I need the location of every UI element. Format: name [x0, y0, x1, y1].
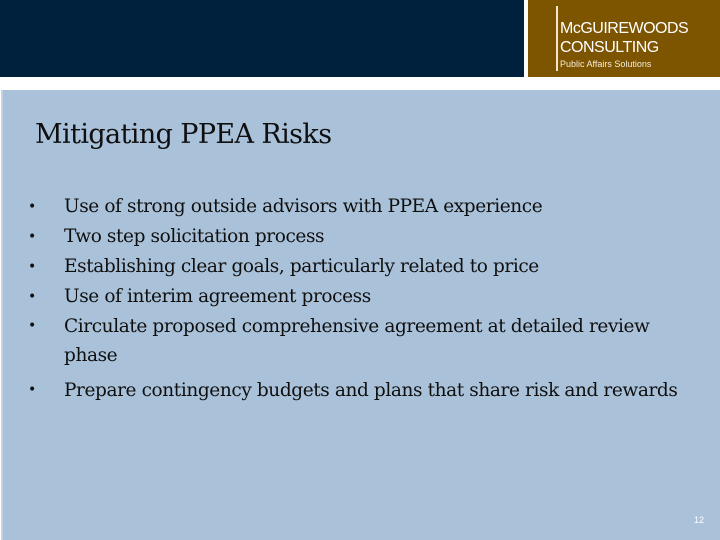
- bullet-item: [22, 376, 692, 405]
- bullet-text: Use of strong outside advisors with PPEA experience: [64, 196, 543, 217]
- bullet-item: [22, 252, 692, 282]
- bullet-marker: •: [28, 259, 36, 275]
- logo-wordmark-line2: CONSULTING: [560, 39, 659, 56]
- bullet-item: [22, 312, 692, 370]
- logo-rule: [556, 6, 558, 71]
- bullet-text: Prepare contingency budgets and plans that share risk and rewards: [64, 380, 678, 401]
- logo-wordmark-line1: McGUIREWOODS: [560, 20, 689, 37]
- bullet-list: [22, 192, 692, 405]
- page-number: 12: [693, 515, 704, 525]
- logo-tagline: Public Affairs Solutions: [560, 59, 652, 69]
- company-logo: [528, 0, 720, 77]
- bullet-text: Establishing clear goals, particularly related to price: [64, 256, 539, 277]
- bullet-item: [22, 222, 692, 252]
- bullet-text: Two step solicitation process: [64, 226, 325, 247]
- header-bar: [0, 0, 524, 77]
- slide-title: Mitigating PPEA Risks: [35, 119, 332, 150]
- bullet-marker: •: [28, 229, 36, 245]
- bullet-marker: •: [28, 382, 36, 398]
- bullet-item: [22, 192, 692, 222]
- bullet-text: Use of interim agreement process: [64, 286, 371, 307]
- bullet-marker: •: [28, 199, 36, 215]
- bullet-marker: •: [28, 318, 36, 334]
- bullet-marker: •: [28, 289, 36, 305]
- bullet-text: Circulate proposed comprehensive agreement at detailed review phase: [64, 316, 650, 366]
- bullet-item: [22, 282, 692, 312]
